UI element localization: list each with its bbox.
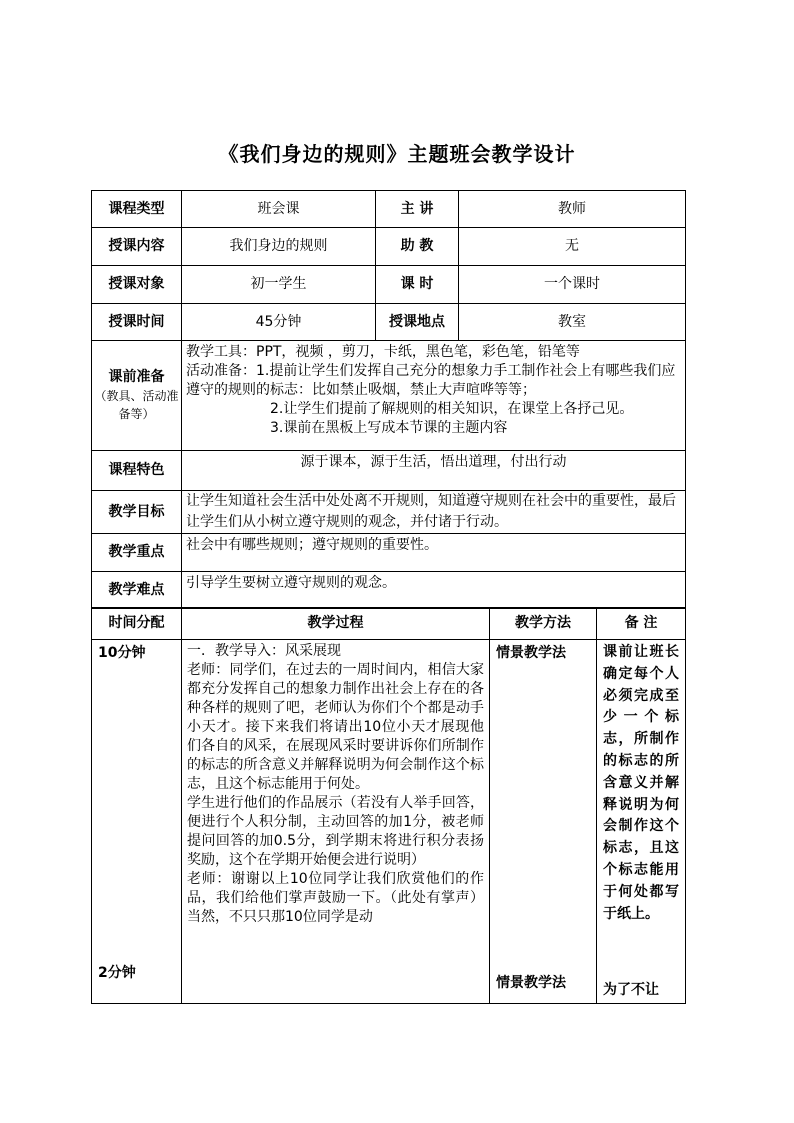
page-title: 《我们身边的规则》主题班会教学设计 (218, 142, 576, 166)
lecturer-label: 主 讲 (376, 191, 459, 228)
prep-line-3: 2.让学生们提前了解规则的相关知识，在课堂上各抒己见。 (270, 401, 634, 417)
process-method-2: 情景教学法 (496, 975, 566, 991)
process-time-2: 2分钟 (98, 965, 136, 981)
assistant-value: 无 (459, 228, 686, 266)
prep-label: 课前准备 (108, 369, 165, 385)
lecturer-value: 教师 (459, 191, 686, 228)
prep-line-2: 活动准备：1.提前让学生们发挥自己充分的想象力手工制作社会上有哪些我们应遵守的规则的标志：比如禁止吸烟，禁止大声喧哗等等； (186, 363, 676, 398)
course-type-label: 课程类型 (92, 191, 182, 228)
goals-label: 教学目标 (92, 491, 182, 534)
prep-line-4: 3.课前在黑板上写成本节课的主题内容 (270, 420, 508, 436)
process-header-notes: 备 注 (597, 608, 686, 640)
hours-value: 一个课时 (459, 266, 686, 304)
key-points-value: 社会中有哪些规则；遵守规则的重要性。 (182, 534, 686, 572)
prep-line-1: 教学工具：PPT，视频 ，剪刀，卡纸，黑色笔，彩色笔，铅笔等 (186, 344, 580, 360)
process-method-1: 情景教学法 (496, 645, 566, 661)
place-label: 授课地点 (376, 304, 459, 341)
target-label: 授课对象 (92, 266, 182, 304)
difficulties-value: 引导学生要树立遵守规则的观念。 (182, 572, 686, 609)
course-type-value: 班会课 (182, 191, 376, 228)
process-time-1: 10分钟 (98, 645, 146, 661)
process-header-method: 教学方法 (490, 608, 597, 640)
time-value: 45分钟 (182, 304, 376, 341)
hours-label: 课 时 (376, 266, 459, 304)
prep-label-cell (92, 341, 182, 451)
place-value: 教室 (459, 304, 686, 341)
process-header-time: 时间分配 (92, 608, 182, 640)
content-label: 授课内容 (92, 228, 182, 266)
features-label: 课程特色 (92, 451, 182, 491)
difficulties-label: 教学难点 (92, 572, 182, 609)
process-header-process: 教学过程 (182, 608, 490, 640)
content-value: 我们身边的规则 (182, 228, 376, 266)
goals-value: 让学生知道社会生活中处处离不开规则，知道遵守规则在社会中的重要性，最后让学生们从小树立遵守规则的观念，并付诸于行动。 (182, 491, 686, 534)
prep-content (182, 341, 686, 451)
process-table (91, 607, 686, 1004)
process-text: 一．教学导入：风采展现 老师：同学们，在过去的一周时间内，相信大家都充分发挥自己的想象力制作出社会上存在的各种各样的规则了吧，老师认为你们个个都是动手小天才。接下来我们将请出10位小天才展现他们各自的风采，在展现风采时要讲诉你们所制作的标志的所含意义并解释说明为何会制作这个标志，且这个标志能用于何处。 学生进行他们的作品展示（若没有人举手回答，便进行个人积分制，主动回答的加1分，被老师提问回答的加0.5分，到学期末将进行积分表扬奖励，这个在学期开始便会进行说明） 老师：谢谢以上10位同学让我们欣赏他们的作品，我们给他们掌声鼓励一下。（此处有掌声）当然，不只只那10位同学是动 (182, 640, 490, 1004)
time-label: 授课时间 (92, 304, 182, 341)
prep-sublabel: （教具、活动准备等） (94, 389, 179, 421)
process-time-cell (92, 640, 182, 1004)
process-notes-cell (597, 640, 686, 1004)
target-value: 初一学生 (182, 266, 376, 304)
info-table (91, 190, 686, 609)
process-method-cell (490, 640, 597, 1004)
process-notes-1: 课前让班长确定每个人必须完成至少一个标志，所制作的标志的所含意义并解释说明为何会制作这个标志，且这个标志能用于何处都写于纸上。 (603, 644, 679, 922)
features-value: 源于课本，源于生活，悟出道理，付出行动 (182, 451, 686, 491)
process-notes-2: 为了不让 (603, 982, 659, 998)
key-points-label: 教学重点 (92, 534, 182, 572)
assistant-label: 助 教 (376, 228, 459, 266)
